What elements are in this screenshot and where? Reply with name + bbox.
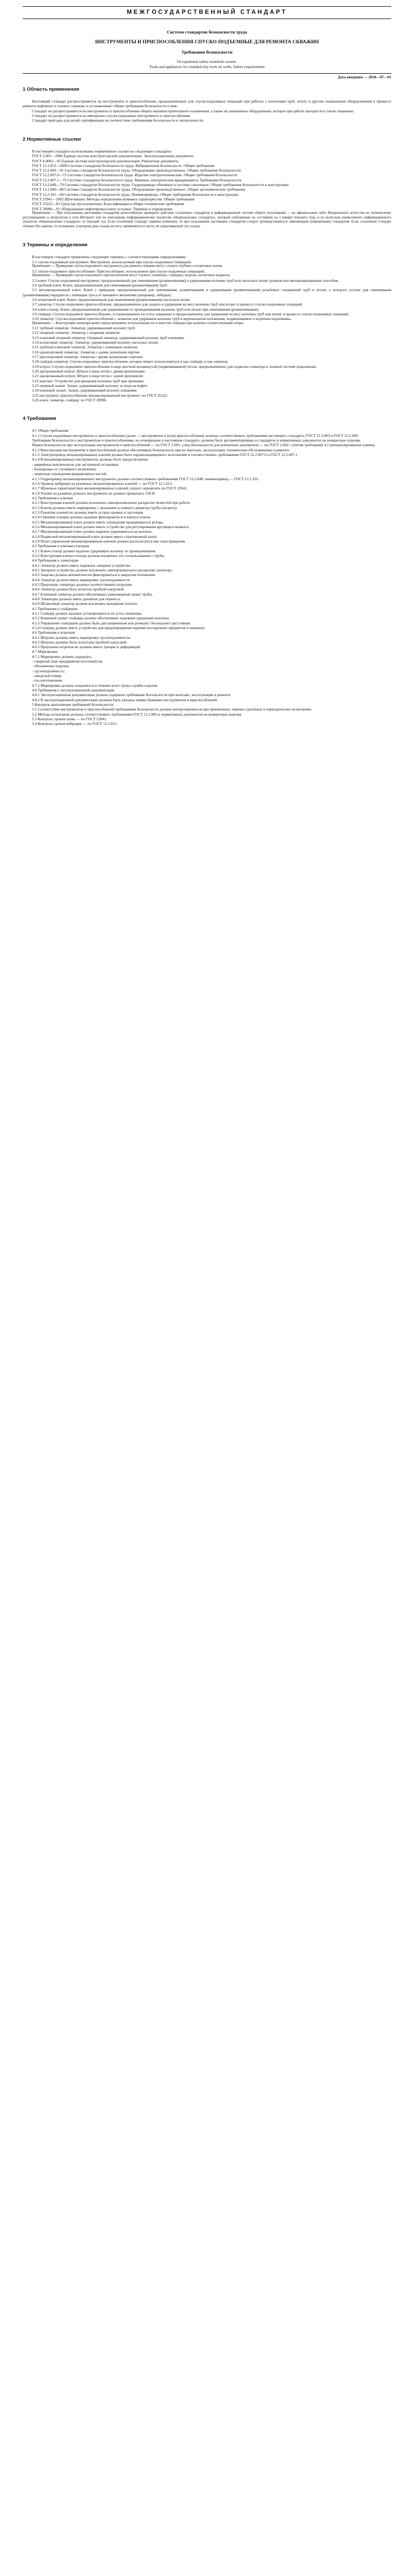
paragraph: ГОСТ 2.601—2006 Единая система конструкторской документации. Эксплуатационные документы — [32, 154, 194, 159]
paragraph: 3.26 ключ, элеватор, спайдер: по ГОСТ 28996. — [32, 397, 107, 402]
paragraph: 4.1.8 Усилие на рукоятке ручного инструмента не должно превышать 150 Н. — [32, 490, 156, 496]
paragraph: Примечание — Примерами спуско-подъемного инструмента для ремонта скважин могут служить трубные и штанговые ключи. — [32, 264, 223, 268]
paragraph: - год изготовления. — [32, 678, 63, 683]
paragraph: 5.3 Контроль уровня шума — по ГОСТ 23941. — [32, 717, 107, 722]
paragraph: 3.23 опорный захват: Захват, удерживающий колонну за упор на муфте. — [32, 383, 148, 388]
paragraph: 4.4.6 Элеватор должен быть испытан пробной нагрузкой. — [32, 587, 125, 592]
paragraph: 4.4.3 Защелка должна автоматически фиксироваться в закрытом положении. — [32, 572, 156, 578]
paragraph: 4.4.8 Элеваторы должны иметь рукоятки для переноса. — [32, 596, 121, 601]
paragraph: 4.3 Требования к ключам-стопорам — [32, 544, 90, 549]
paragraph: ГОСТ 23941—2002 Шум машин. Методы определения шумовых характеристик. Общие требования — [32, 197, 195, 202]
paragraph: 4.2.5 Механизированный ключ должен иметь ограждение вращающегося ротора. — [32, 519, 164, 524]
paragraph: ГОСТ 12.2.003—91 Система стандартов безопасности труда. Оборудование производственное. Общие требования безопасности — [32, 168, 241, 173]
paragraph: 4.4.1 Элеватор должен иметь надежное запорное устройство. — [32, 563, 131, 568]
standard-system: Система стандартов безопасности труда — [167, 29, 247, 35]
paragraph: ГОСТ 12.1.012—2004 Система стандартов безопасности труда. Вибрационная безопасность. Общие требования — [32, 163, 214, 168]
paragraph: 3.21 однорожковый штроп: Штроп в виде петли с одной проушиной. — [32, 374, 144, 379]
paragraph: 3.2 спуско-подъемное приспособление: Приспособление, используемое при спуско-подъемных операциях. — [32, 268, 206, 274]
paragraph: 4.2.3 Рукоятки ключей не должны иметь острых кромок и заусенцев. — [32, 510, 144, 515]
paragraph: 4.1.3 Электропривод механизированных ключей должен быть взрывозащищенного исполнения и соответствовать требованиям ГОСТ 12.2.007.0 и ГОСТ 12.2.007.1. — [32, 452, 299, 457]
paragraph: 4.5.4 Спайдер должен иметь устройство для предотвращения падения посторонних предметов в скважину. — [32, 625, 206, 630]
section-heading: 2 Нормативные ссылки — [23, 136, 81, 142]
paragraph: 4.4.4 Элеватор должен иметь маркировку грузоподъемности. — [32, 577, 131, 582]
document-body — [23, 87, 391, 726]
section-heading: 1 Область применения — [23, 87, 79, 93]
paragraph: 4.1.6 Уровень вибрации на рукоятках механизированных ключей — по ГОСТ 12.1.012. — [32, 481, 173, 486]
paragraph: 4.6.3 Проушины штропов не должны иметь трещин и деформаций. — [32, 645, 141, 650]
english-line-1: Occupational safety standards system. — [177, 59, 237, 64]
paragraph: 4.5 Требования к спайдерам — [32, 606, 78, 611]
masthead: МЕЖГОСУДАРСТВЕННЫЙ СТАНДАРТ — [126, 9, 288, 15]
paragraph: - грузоподъемность; — [32, 668, 65, 673]
paragraph: 4.8.2 В эксплуатационной документации должны быть указаны нормы браковки инструментов и приспособлений. — [32, 697, 218, 702]
paragraph: 4.7 Маркировка — [32, 649, 58, 654]
paragraph: 4.4.7 Клиновой элеватор должен обеспечивать равномерный захват трубы. — [32, 591, 153, 597]
paragraph: 4.1.7 Шумовые характеристики механизированных ключей следует определять по ГОСТ 23941. — [32, 486, 188, 491]
paragraph: 3.14 штанговый элеватор: Элеватор, удерживающий колонну насосных штанг. — [32, 340, 159, 345]
paragraph: 4.1.5 Гидропривод механизированного инструмента должен соответствовать требованиям ГОСТ 12.2.040, пневмопривод — ГОСТ 12.2.101. — [32, 476, 259, 481]
paragraph: ГОСТ 12.2.101—84 Система стандартов безопасности труда. Пневмоприводы. Общие требования безопасности к конструкции — [32, 192, 239, 197]
paragraph: 3.9 спайдер: Спуско-подъемное приспособление, устанавливаемое на устье скважины и предназначенное для удержания на весу колонны труб или штанг в процессе спуско-подъемных операций. — [32, 311, 350, 316]
paragraph: 4.6.1 Штропы должны иметь маркировку грузоподъемности. — [32, 635, 131, 640]
english-line-2: Tools and appliances for rounded-trip work on wells. Safety requirements — [149, 64, 265, 70]
paragraph: 4.3.1 Ключ-стопор должен надежно удерживать колонну от проворачивания. — [32, 548, 156, 553]
section — [23, 87, 391, 123]
paragraph: 4.5.3 Управление спайдером должно быть дистанционным или ручным с безопасного расстояния. — [32, 620, 191, 625]
paragraph: - товарный знак предприятия-изготовителя; — [32, 659, 103, 664]
paragraph: - защитные ограждения вращающихся частей. — [32, 471, 107, 477]
section — [23, 242, 391, 402]
paragraph: 3.17 двухпортовый элеватор: Элеватор с двумя захватными портами. — [32, 354, 143, 360]
section-heading: 3 Термины и определения — [23, 242, 88, 248]
paragraph: 3.13 клиновой опорный элеватор: Опорный элеватор, удерживающий колонну труб клиньями. — [32, 335, 185, 340]
paragraph: 3.6 штанговый ключ: Ключ, предназначенный для свинчивания (развинчивания) насосных штанг. — [32, 297, 191, 302]
paragraph: 4.2.6 Механизированный ключ должен иметь устройство для регулирования крутящего момента. — [32, 524, 190, 529]
paragraph: 4.4.9 Штанговый элеватор должен исключать выпадение штанги. — [32, 601, 138, 606]
paragraph: - заводской номер; — [32, 673, 62, 679]
paragraph: 4.4.2 Запорное устройство должно исключать самопроизвольное раскрытие элеватора. — [32, 567, 173, 572]
paragraph: 3.1 спуско-подъемный инструмент: Инструмент, используемый при спуско-подъемных операциях. — [32, 259, 192, 264]
paragraph: 4.2.8 Подвесной механизированный ключ должен иметь страховочный канат. — [32, 534, 158, 539]
paragraph: 4.4 Требования к элеваторам — [32, 558, 78, 563]
paragraph: Примечание — Примерами спуско-подъемного приспособления могут служить элеваторы, спайдеры, штропы, штанговые подвески. — [32, 273, 230, 277]
introduction-date: Дата введения — 2018—07—01 — [338, 74, 391, 79]
paragraph: Стандарт не распространяется на импортные спуско-подъемные инструменты и приспособления. — [32, 113, 191, 118]
paragraph: 4.1.4 В механизированных инструментах должны быть предусмотрены: — [32, 457, 149, 462]
standard-subtitle: Требования безопасности — [181, 49, 233, 55]
paragraph: 4.2.7 Механизированный ключ должен надежно удерживаться на колонне. — [32, 529, 153, 534]
paragraph: 4.2 Требования к ключам — [32, 495, 73, 500]
paragraph: - аварийные выключатели для экстренной остановки; — [32, 462, 119, 467]
paragraph: 5.4 Контроль уровня вибрации — по ГОСТ 12.1.012. — [32, 721, 118, 726]
paragraph: ГОСТ 25222—81 Средства грузозахватные. Классификация и общие технические требования — [32, 201, 184, 207]
paragraph: 4.7.2 Маркировка должна сохраняться в течение всего срока службы изделия. — [32, 683, 158, 688]
paragraph: 4.6 Требования к штропам — [32, 630, 75, 635]
paragraph: В настоящем стандарте использованы нормативные ссылки на следующие стандарты: — [32, 148, 172, 154]
standard-title: ИНСТРУМЕНТЫ И ПРИСПОСОБЛЕНИЯ СПУСКО-ПОДЪЕМНЫЕ ДЛЯ РЕМОНТА СКВАЖИН — [95, 39, 319, 45]
paragraph: 4.5.2 Клиновой захват спайдера должен обеспечивать надежное удержание колонны. — [32, 616, 170, 621]
paragraph: 3.18 спайдер-элеватор: Спуско-подъемное приспособление, которое может использоваться и как спайдер, и как элеватор. — [32, 359, 229, 364]
paragraph: 4.2.1 Конструкция ключей должна исключать самопроизвольное раскрытие челюстей при работе. — [32, 500, 191, 505]
paragraph: 3.22 вертлюг: Устройство для вращения колонны труб при промывке. — [32, 378, 145, 383]
paragraph: ГОСТ 12.2.007.0—75 Система стандартов безопасности труда. Изделия электротехнические. Общие требования безопасности — [32, 173, 238, 178]
section-heading: 4 Требования — [23, 416, 56, 422]
paragraph: Настоящий стандарт распространяется на инструменты и приспособления, предназначенные для спуско-подъемных операций при работах с колоннами труб, штанг и другим скважинным оборудованием в процессе ремонта нефтяных и газовых скважин, и устанавливает общие требования безопасности к ним. — [23, 99, 391, 109]
paragraph: ГОСТ 12.2.040—79 Система стандартов безопасности труда. Гидроприводы объемные и системы смазочные. Общие требования безопасности к конструкции — [32, 182, 289, 188]
paragraph: 3.10 элеватор: Спуско-подъемное приспособление с захватом для удержания колонны труб в вертикальном положении, подвешиваемое к штропам подъемника. — [32, 316, 292, 321]
paragraph: 4.2.2 Ключи должны иметь маркировку с указанием условного диаметра трубы (штанги). — [32, 505, 177, 510]
paragraph: ГОСТ 8.4002—95 Единая система конструкторской документации. Ремонтные документы — [32, 158, 179, 163]
paragraph: 5.2 Методы испытаний должны соответствовать требованиям ГОСТ 12.2.003 и нормативных документов на конкретные изделия. — [32, 711, 242, 717]
paragraph: 3.24 клиновой захват: Захват, удерживающий колонну клиньями. — [32, 388, 138, 393]
paragraph: Примечание — При пользовании настоящим стандартом целесообразно проверить действие ссылочных стандартов в информационной системе общего пользования — на официальном сайте Федерального агентства по техническому регулированию и метрологии в сети Интернет или по ежегодному информационному указателю «Национальные стандарты», который опубликован по состоянию на 1 января текущего года, и по выпускам ежемесячного информационного указателя «Национальные стандарты» за текущий год. Если ссылочный стандарт заменен (изменен), то при пользовании настоящим стандартом следует руководствоваться заменяющим (измененным) стандартом. Если ссылочный стандарт отменен без замены, то положение, в котором дана ссылка на него, применяется в части, не затрагивающей эту ссылку. — [23, 211, 391, 228]
section — [23, 137, 391, 229]
paragraph: 4.4.5 Проушины элеватора должны соответствовать штропам. — [32, 582, 133, 587]
paragraph: 3.12 опорный элеватор: Элеватор с опорным захватом. — [32, 330, 121, 335]
paragraph: 3.4 трубный ключ: Ключ, предназначенный для свинчивания (развинчивания) труб. — [32, 282, 168, 287]
paragraph: 3.5 механизированный ключ: Ключ с приводом, предназначенный для свинчивания, развинчивания и удерживания (развинчивания) резьбовых соединений труб и штанг, у которого усилие для свинчивания (развинчивания) передается с помощью троса от внешнего механизма (например, лебедки). — [23, 287, 391, 297]
section — [23, 416, 391, 726]
paragraph: 3.11 трубный элеватор: Элеватор, удерживающий колонну труб. — [32, 326, 136, 331]
paragraph: 3.3 ключ: Спуско-подъемный инструмент, предназначенный для свинчивания (развинчивания) и удерживания колонны труб или насосных штанг ручным или механизированным способом. — [32, 278, 339, 283]
paragraph: 3.15 трубный клиновой элеватор: Элеватор с клиновым захватом. — [32, 345, 138, 350]
paragraph: ГОСТ 12.2.049—80 Система стандартов безопасности труда. Оборудование производственное. Общие эргономические требования — [32, 187, 245, 192]
paragraph: 4.1.1 Спуско-подъемные инструменты и приспособления (далее — инструменты и (или) приспособления) должны соответствовать требованиям настоящего стандарта, ГОСТ 12.2.003 и ГОСТ 12.2.049. — [32, 433, 359, 438]
paragraph: Стандарт пригоден для целей сертификации на соответствие требованиям безопасности и экологичности. — [32, 118, 204, 123]
paragraph: 4.2.4 Сменные плашки должны надежно фиксироваться в корпусе ключа. — [32, 515, 152, 520]
paragraph: 4.1 Общие требования — [32, 428, 69, 433]
paragraph: 4.8 Требования к эксплуатационной документации — [32, 688, 114, 693]
paragraph: Требования безопасности к инструментам и приспособлениям, не оговоренные в настоящем стандарте, должны быть регламентированы в стандартах и нормативных документах на конкретные изделия. — [32, 438, 361, 443]
paragraph: 3.25 инструмент, приспособления, механизированный инструмент: по ГОСТ 25222. — [32, 393, 168, 398]
paragraph: 3.16 однопортовый элеватор: Элеватор с одним захватным портом. — [32, 349, 140, 354]
paragraph: 4.2.9 Пульт управления механизированным ключом должен располагаться вне зоны вращения. — [32, 538, 186, 544]
paragraph: - блокировка от случайного включения; — [32, 467, 97, 472]
english-title — [23, 59, 391, 70]
paragraph: 5 Контроль выполнения требований безопасности — [32, 702, 113, 707]
paragraph: 3.19 штроп: Спуско-подъемное приспособление в виде жесткой незамкнутой (подвешиваемой) петли, предназначенное для подвески элеватора к талевой системе подъемника. — [32, 364, 317, 369]
paragraph: 4.7.1 Маркировка должна содержать: — [32, 654, 92, 659]
paragraph: Стандарт не распространяется на инструменты и приспособления общего машиностроительного назначения, а также на скважинное оборудование, которое при работе находится в стволе скважины. — [32, 108, 354, 113]
paragraph: 4.3.2 Конструкция ключа-стопора должна исключать его соскальзывание с трубы. — [32, 553, 165, 558]
paragraph: Примечание — Конструкция элеватора может предусматривать использование его в качестве спайдера при наличии соответствующей опоры. — [32, 321, 244, 325]
paragraph: 4.5.1 Спайдер должен надежно устанавливаться на устье скважины. — [32, 611, 142, 616]
paragraph: 4.1.2 Конструкция инструментов и приспособлений должна обеспечивать безопасность при их монтаже, эксплуатации, техническом обслуживании и ремонте. — [32, 447, 290, 452]
paragraph: Марки безопасности при эксплуатации инструментов и приспособлений — по ГОСТ 2.601, а вид безопасности для ремонтных документов — по ГОСТ 2.602 с учетом требований 4.2 (механизированные ключи). — [32, 443, 376, 448]
paragraph: 4.6.2 Штропы должны быть испытаны пробной нагрузкой. — [32, 639, 127, 645]
paragraph: 3.7 элеватор: Спуско-подъемное приспособление, предназначенное для захвата и удержания на весу колонны труб или штанг в процессе спуско-подъемных операций. — [32, 302, 303, 307]
paragraph: 3.8 ключ-стопор: Ключ, предназначенный для удерживания от проворачивания колонны труб или штанг при свинчивании (развинчивании). — [32, 307, 259, 312]
paragraph: ГОСТ 12.2.007.1—75 Система стандартов безопасности труда. Машины электрические вращающиеся. Требования безопасности — [32, 177, 242, 182]
paragraph: - обозначение изделия; — [32, 664, 70, 669]
paragraph: 4.8.1 Эксплуатационная документация должна содержать требования безопасности при монтаже, эксплуатации и ремонте. — [32, 692, 231, 698]
title-rule — [23, 73, 391, 74]
paragraph: 5.1 Соответствие инструментов и приспособлений требованиям безопасности должно контролироваться при приемочных, приемо-сдаточных и периодических испытаниях. — [32, 707, 312, 712]
paragraph: 3.20 двухрожковый штроп: Штроп в виде петли с двумя проушинами. — [32, 369, 146, 374]
paragraph: ГОСТ 28996—91 Оборудование нефтепромысловое устьевое. Термины и определения — [32, 206, 173, 211]
paragraph: В настоящем стандарте применены следующие термины с соответствующими определениями: — [32, 255, 187, 260]
